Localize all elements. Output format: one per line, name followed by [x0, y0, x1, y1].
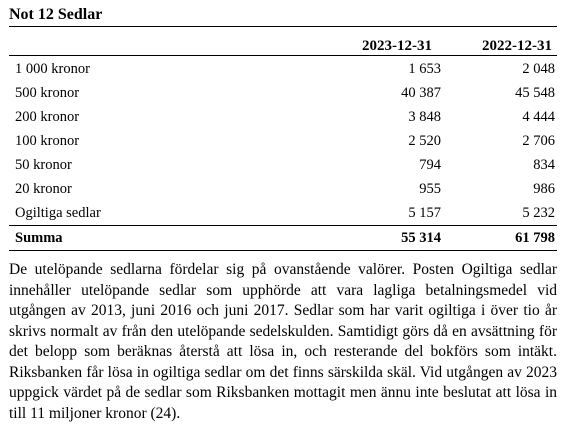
table-row — [9, 81, 557, 105]
note-title: Not 12 Sedlar — [9, 6, 103, 23]
top-rule — [9, 26, 557, 27]
row-value-2022: 4 444 — [522, 109, 555, 125]
row-label: 20 kronor — [15, 181, 72, 197]
table-row — [9, 177, 557, 201]
row-value-2023: 5 157 — [408, 205, 441, 221]
total-value-2023: 55 314 — [401, 230, 441, 246]
row-value-2023: 955 — [419, 181, 441, 197]
header-rule — [9, 55, 557, 56]
table-row — [9, 201, 557, 226]
row-label: 1 000 kronor — [15, 61, 90, 77]
total-label: Summa — [15, 230, 63, 246]
row-value-2022: 5 232 — [522, 205, 555, 221]
table-row — [9, 129, 557, 153]
note-paragraph: De utelöpande sedlarna fördelar sig på ovanstående valörer. Posten Ogiltiga sedlar innehåller utelöpande sedlar som upphörde att vara lagliga betalningsmedel vid utgången av 2013, juni 2016 och juni 2017. Sedlar som har varit ogiltiga i över tio år skrivs normalt av från den utelöpande sedelskulden. Samtidigt görs då en avsättning för det belopp som beräknas återstå att lösa in, och resterande del bokförs som intäkt. Riksbanken får lösa in ogiltiga sedlar om det finns särskilda skäl. Vid utgången av 2023 uppgick värdet på de sedlar som Riksbanken mottagit men ännu inte beslutat att lösa in till 11 miljoner kronor (24). — [9, 261, 557, 422]
row-value-2022: 834 — [533, 157, 555, 173]
row-label: Ogiltiga sedlar — [15, 205, 101, 221]
row-label: 100 kronor — [15, 133, 80, 149]
table-row — [9, 57, 557, 81]
row-value-2023: 1 653 — [408, 61, 441, 77]
row-value-2022: 2 706 — [522, 133, 555, 149]
row-value-2023: 3 848 — [408, 109, 441, 125]
column-header-2022: 2022-12-31 — [482, 38, 552, 54]
row-label: 50 kronor — [15, 157, 72, 173]
table-row — [9, 153, 557, 177]
row-value-2023: 794 — [419, 157, 441, 173]
row-value-2022: 2 048 — [522, 61, 555, 77]
row-value-2022: 45 548 — [515, 85, 555, 101]
row-value-2023: 40 387 — [401, 85, 441, 101]
row-label: 500 kronor — [15, 85, 80, 101]
total-value-2022: 61 798 — [515, 230, 555, 246]
total-row — [9, 226, 557, 251]
row-label: 200 kronor — [15, 109, 80, 125]
row-value-2023: 2 520 — [408, 133, 441, 149]
column-header-2023: 2023-12-31 — [362, 38, 432, 54]
table-row — [9, 105, 557, 129]
row-value-2022: 986 — [533, 181, 555, 197]
